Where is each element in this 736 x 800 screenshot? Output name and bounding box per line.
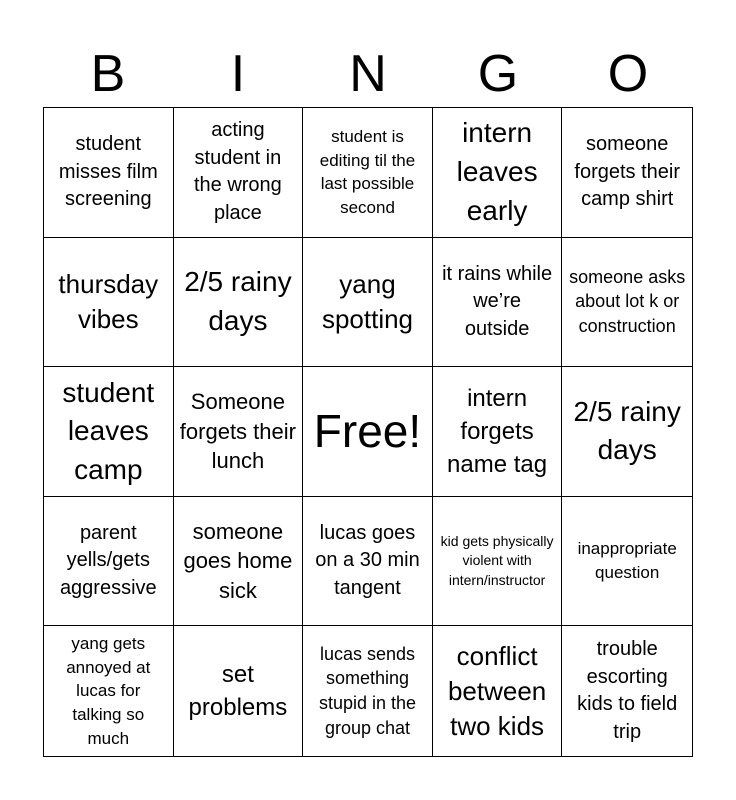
cell-text: conflict between two kids <box>447 640 547 741</box>
free-space-text: Free! <box>313 404 422 457</box>
cell-text: lucas sends something stupid in the group chat <box>318 643 417 739</box>
free-space[interactable] <box>303 367 433 497</box>
bingo-cell[interactable] <box>44 238 174 368</box>
header-letter-n: N <box>349 45 387 103</box>
cell-text: 2/5 rainy days <box>184 266 292 336</box>
bingo-cell[interactable] <box>562 626 692 756</box>
bingo-cell[interactable] <box>44 367 174 497</box>
bingo-cell[interactable] <box>433 367 563 497</box>
bingo-cell[interactable] <box>44 497 174 627</box>
bingo-cell[interactable] <box>174 626 304 756</box>
cell-text: set problems <box>188 661 288 722</box>
bingo-cell[interactable] <box>433 626 563 756</box>
cell-text: student misses film screening <box>58 132 158 211</box>
cell-text: Someone forgets their lunch <box>179 388 296 474</box>
bingo-cell[interactable] <box>562 108 692 238</box>
bingo-cell[interactable] <box>303 238 433 368</box>
header-letter-g: G <box>477 45 519 103</box>
bingo-cell[interactable] <box>174 367 304 497</box>
cell-text: intern leaves early <box>456 117 538 226</box>
cell-text: parent yells/gets aggressive <box>59 521 157 599</box>
cell-text: someone asks about lot k or construction <box>569 266 686 337</box>
bingo-header <box>43 40 693 108</box>
bingo-cell[interactable] <box>303 497 433 627</box>
bingo-cell[interactable] <box>433 497 563 627</box>
bingo-cell[interactable] <box>174 108 304 238</box>
bingo-cell[interactable] <box>44 626 174 756</box>
cell-text: it rains while we’re outside <box>442 262 553 340</box>
cell-text: intern forgets name tag <box>447 384 548 479</box>
cell-text: 2/5 rainy days <box>573 395 681 466</box>
cell-text: yang spotting <box>321 268 414 334</box>
bingo-cell[interactable] <box>174 497 304 627</box>
header-letter-i: I <box>230 45 246 103</box>
bingo-cell[interactable] <box>562 497 692 627</box>
header-letter-o: O <box>607 45 649 103</box>
bingo-cell[interactable] <box>303 108 433 238</box>
cell-text: someone forgets their camp shirt <box>574 132 680 211</box>
bingo-board <box>43 107 693 757</box>
cell-text: student is editing til the last possible second <box>319 126 416 218</box>
cell-text: thursday vibes <box>58 268 159 334</box>
bingo-cell[interactable] <box>433 108 563 238</box>
cell-text: inappropriate question <box>577 539 677 583</box>
bingo-cell[interactable] <box>44 108 174 238</box>
cell-text: student leaves camp <box>62 376 155 485</box>
cell-text: trouble escorting kids to field trip <box>577 638 678 743</box>
bingo-cell[interactable] <box>303 626 433 756</box>
bingo-cell[interactable] <box>174 238 304 368</box>
bingo-cell[interactable] <box>562 238 692 368</box>
header-letter-b: B <box>90 45 126 103</box>
cell-text: lucas goes on a 30 min tangent <box>315 521 420 599</box>
bingo-cell[interactable] <box>562 367 692 497</box>
cell-text: yang gets annoyed at lucas for talking so much <box>66 633 151 748</box>
bingo-cell[interactable] <box>433 238 563 368</box>
cell-text: kid gets physically violent with intern/instructor <box>440 533 554 588</box>
cell-text: someone goes home sick <box>183 518 293 603</box>
cell-text: acting student in the wrong place <box>193 119 282 224</box>
